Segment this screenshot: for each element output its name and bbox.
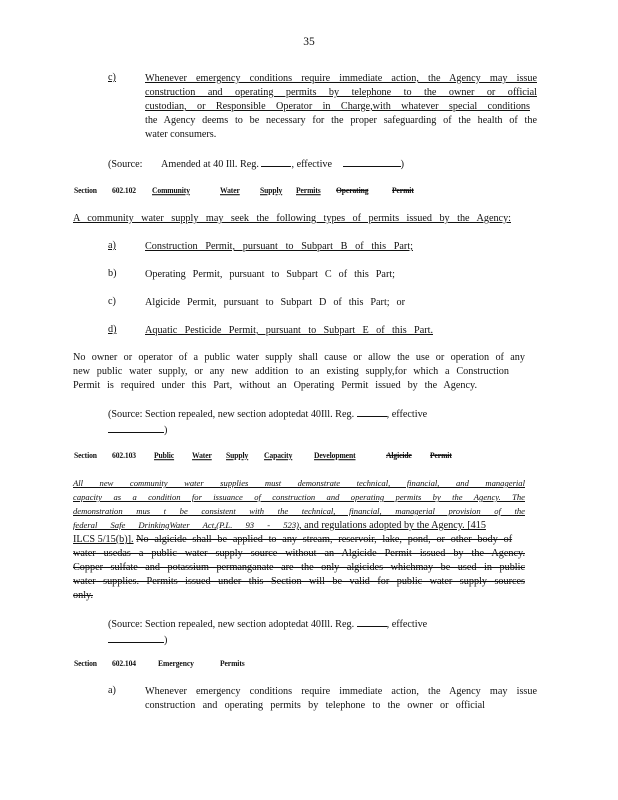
permit-line: Aquatic Pesticide Permit, pursuant to Subpart E of this Part. (145, 325, 433, 336)
section-103-paragraph (73, 476, 525, 603)
item-c-line: construction and operating permits by telephone to the owner or official (145, 87, 537, 98)
source-mid: , effective (291, 159, 333, 170)
struck-line: only. (73, 590, 93, 601)
source-text: (Source: Section repealed, new section adoptedat 40Ill. Reg. (108, 409, 355, 420)
struck-line: water supplies. Permits issued under this Section will be valid for public water supply sources (73, 576, 525, 587)
permit-line: Algicide Permit, pursuant to Subpart D of this Part; or (145, 297, 405, 308)
permit-b-label: b) (108, 268, 117, 279)
heading-word-struck: Algicide (386, 450, 412, 461)
permit-b-text (145, 268, 395, 282)
paragraph-line-italic: capacity as a condition for issuance of construction and operating permits by the Agency. The (73, 492, 525, 502)
section-word: Section (74, 658, 97, 669)
permit-line: Construction Permit, pursuant to Subpart B of this Part; (145, 241, 413, 252)
source-note-1 (108, 156, 404, 172)
source-suffix: ) (400, 159, 404, 170)
heading-word: Permits (220, 658, 245, 669)
item-c-line: Whenever emergency conditions require immediate action, the Agency may issue (145, 73, 537, 84)
struck-text: No algicide shall be applied to any stream, reservoir, lake, pond, or other body of (136, 534, 513, 545)
effective-blank (108, 422, 164, 433)
section-602-104-heading (74, 659, 374, 672)
permit-d-text (145, 324, 433, 338)
heading-word: Supply (260, 185, 283, 196)
paragraph-line-italic: demonstration mus t be consistent with the technical, financial, managerial provision of the (73, 506, 525, 516)
heading-word-struck: Operating (336, 185, 369, 196)
item-a-line: construction and operating permits by telephone to the owner or official (145, 700, 485, 711)
heading-word: Public (154, 450, 175, 461)
item-c-text (145, 72, 537, 142)
ilcs-citation: ILCS 5/15(b)]. (73, 534, 134, 545)
item-a-text (145, 685, 537, 713)
heading-word-struck: Permit (430, 450, 452, 461)
source-suffix: ) (164, 635, 168, 646)
page-number: 35 (303, 36, 315, 48)
struck-line: water usedas a public water supply source without an Algicide Permit issued by the Agency. (73, 548, 525, 559)
section-number: 602.103 (112, 450, 136, 461)
heading-word: Community (152, 185, 190, 196)
citation-rest: , and regulations adopted by the Agency. [415 (299, 520, 486, 531)
permit-c-text (145, 296, 405, 310)
intro-line: A community water supply may seek the following types of permits issued by the Agency: (73, 213, 511, 224)
paragraph-line-mixed (73, 533, 525, 547)
item-c-line: the Agency deems to be necessary for the proper safeguarding of the health of the (145, 115, 537, 126)
section-word: Section (74, 450, 97, 461)
source-prefix: (Source: (108, 159, 143, 170)
source-note-2 (108, 406, 488, 438)
permit-d-label: d) (108, 324, 117, 335)
source-text: (Source: Section repealed, new section adoptedat 40Ill. Reg. (108, 619, 355, 630)
item-c-line: custodian, or Responsible Operator in Charge,with whatever special conditions (145, 101, 530, 112)
heading-word: Permits (296, 185, 321, 196)
paragraph-line-italic: All new community water supplies must demonstrate technical, financial, and managerial (73, 478, 525, 488)
source-mid: , effective (386, 619, 428, 630)
heading-word: Development (314, 450, 356, 461)
struck-line: Copper sulfate and potassium permanganate are the only algicides whichmay be used in public (73, 562, 525, 573)
permit-c-label: c) (108, 296, 116, 307)
heading-word: Supply (226, 450, 249, 461)
permit-line: Operating Permit, pursuant to Subpart C of this Part; (145, 269, 395, 280)
item-c-line: water consumers. (145, 129, 217, 140)
effective-blank (343, 156, 401, 167)
source-suffix: ) (164, 425, 168, 436)
section-602-102-heading (74, 186, 544, 199)
source-mid: , effective (386, 409, 428, 420)
reg-blank (261, 156, 291, 167)
heading-word: Capacity (264, 450, 293, 461)
effective-blank (108, 632, 164, 643)
section-number: 602.102 (112, 185, 136, 196)
section-602-103-heading (74, 451, 544, 464)
permit-a-text (145, 240, 413, 254)
act-citation: federal Safe DrinkingWater Act,(P.L. 93 - 523) (73, 520, 299, 530)
item-a-label: a) (108, 685, 116, 696)
paragraph-line: Permit is required under this Part, without an Operating Permit issued by the Agency. (73, 380, 477, 391)
heading-word: Emergency (158, 658, 194, 669)
heading-word: Water (220, 185, 240, 196)
heading-word: Water (192, 450, 212, 461)
section-word: Section (74, 185, 97, 196)
permit-a-label: a) (108, 240, 116, 251)
reg-blank (357, 616, 387, 627)
reg-blank (357, 406, 387, 417)
item-a-line: Whenever emergency conditions require immediate action, the Agency may issue (145, 686, 537, 697)
paragraph-line-mixed (73, 518, 525, 533)
section-number: 602.104 (112, 658, 136, 669)
item-c-label: c) (108, 72, 116, 83)
paragraph-line: new public water supply, or any new addition to an existing supply,for which a Construction (73, 366, 509, 377)
heading-word-struck: Permit (392, 185, 414, 196)
source-text: Amended at 40 Ill. Reg. (161, 159, 259, 170)
source-note-3 (108, 616, 488, 648)
section-102-paragraph (73, 351, 525, 393)
section-102-intro (73, 212, 511, 226)
paragraph-line: No owner or operator of a public water supply shall cause or allow the use or operation of any (73, 352, 525, 363)
